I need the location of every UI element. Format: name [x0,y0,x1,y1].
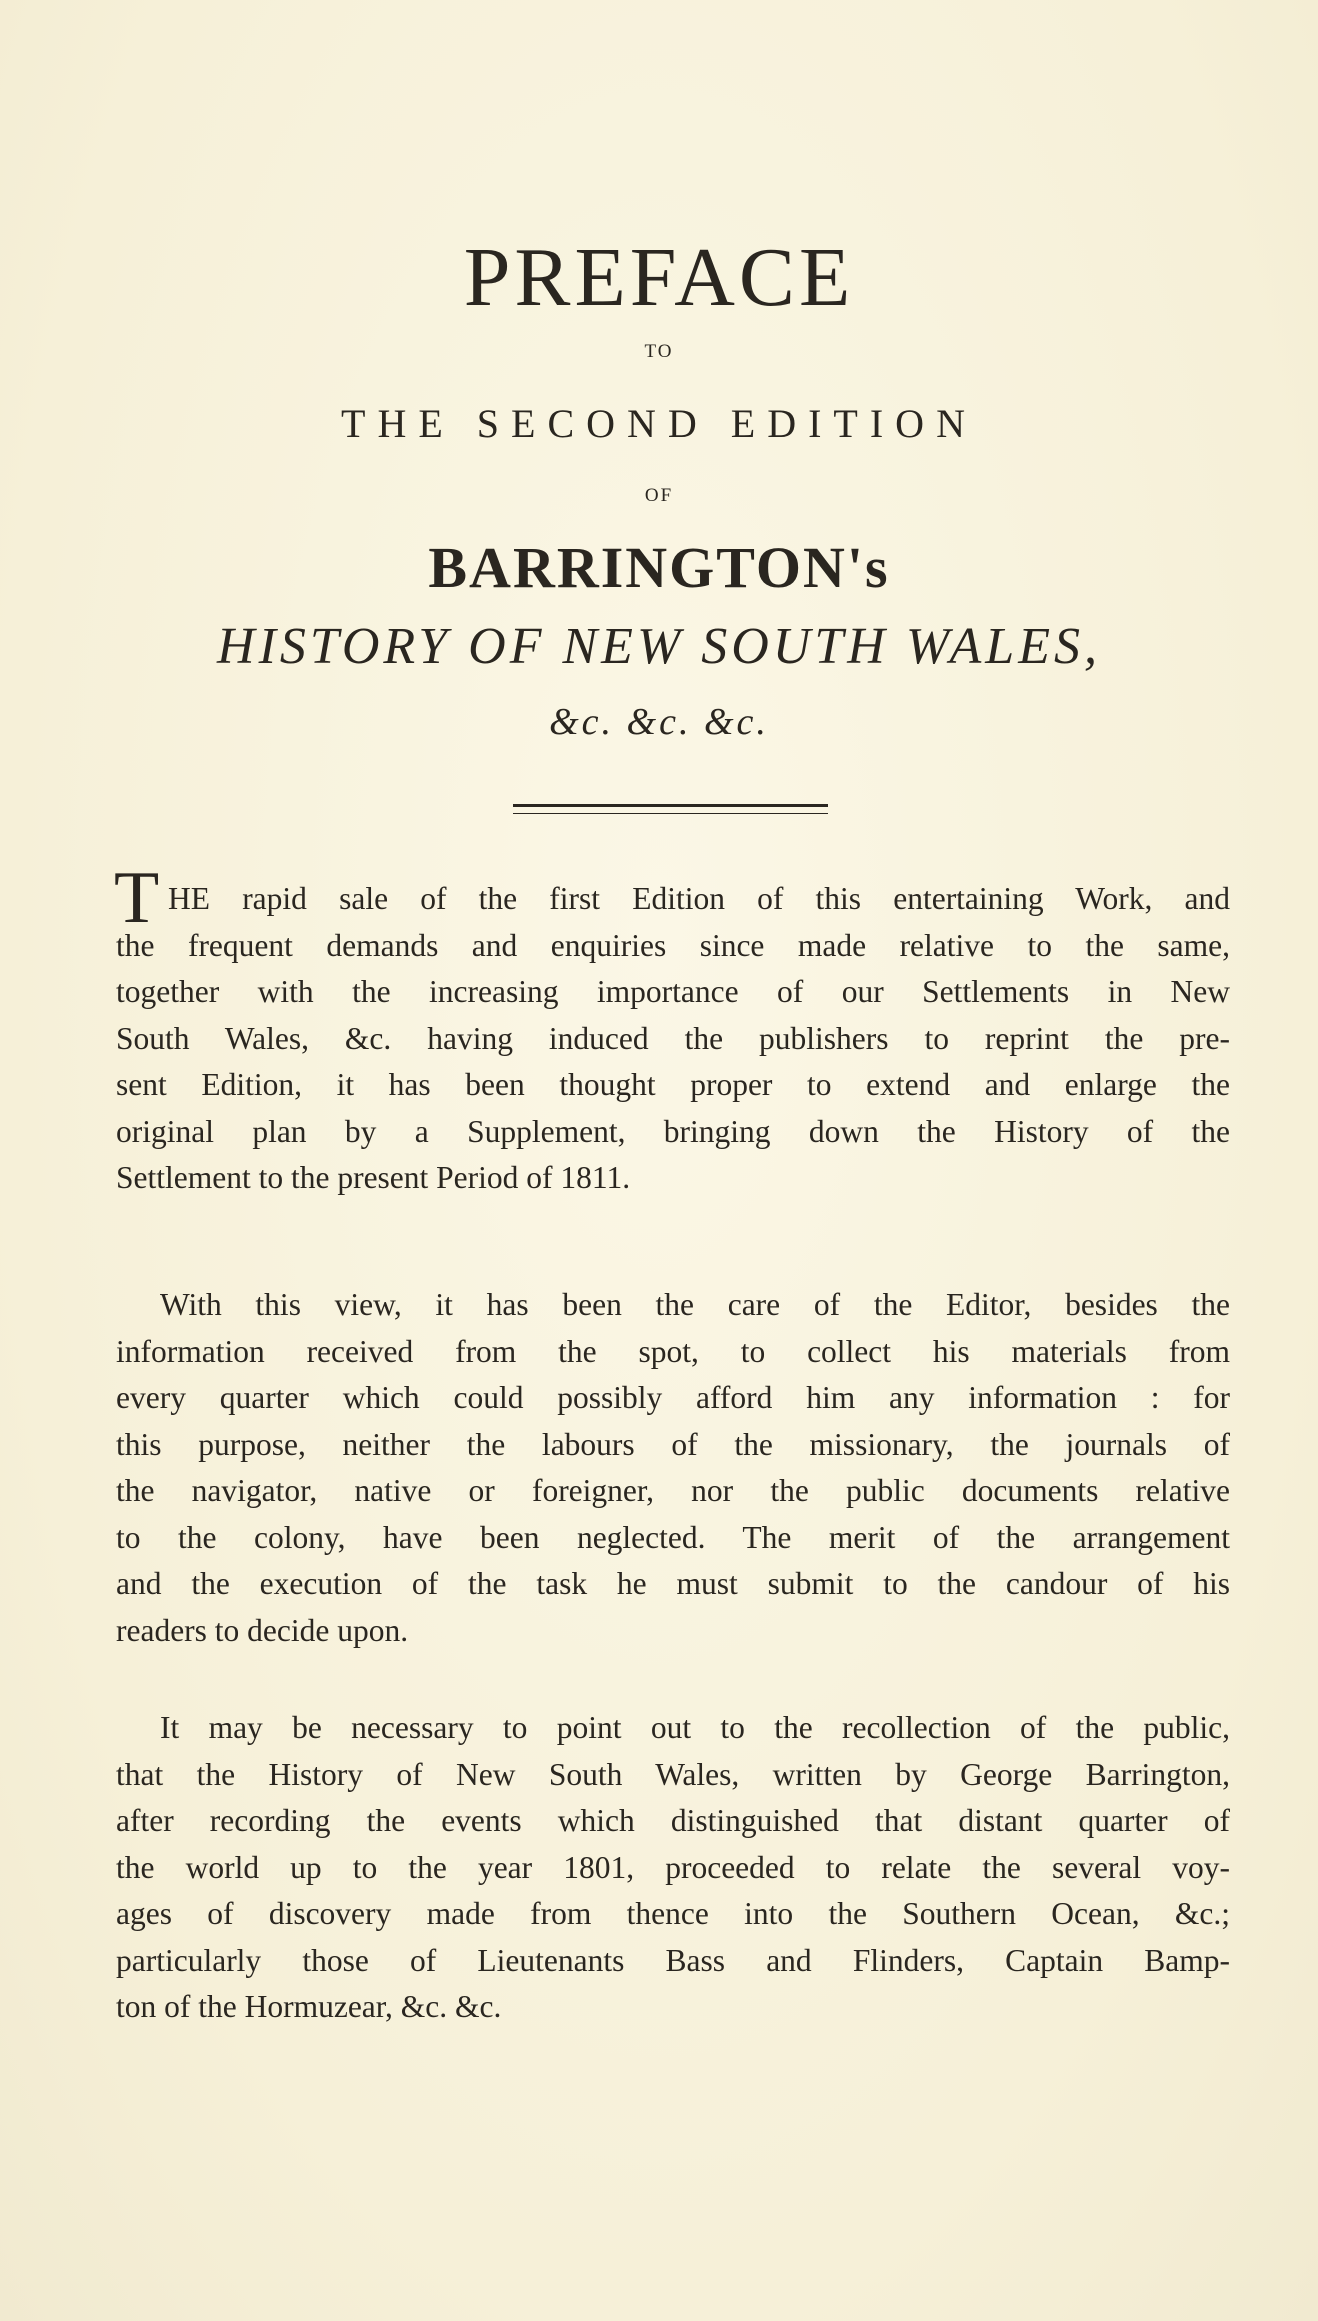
paragraph-line: every quarter which could possibly afford him any information : for [116,1380,1230,1415]
paragraph-line: Settlement to the present Period of 1811. [116,1160,631,1195]
paragraph-line: information received from the spot, to collect his materials from [116,1333,1230,1369]
paragraph-line: after recording the events which distinguished that distant quarter of [116,1803,1230,1838]
paragraph-line: sent Edition, it has been thought proper to extend and enlarge the [116,1067,1230,1102]
paragraph-line: this purpose, neither the labours of the missionary, the journals of [116,1426,1230,1462]
paragraph-line: South Wales, &c. having induced the publishers to reprint the pre- [116,1020,1230,1056]
paragraph-line: and the execution of the task he must submit to the candour of his [116,1566,1230,1601]
paragraph-line: readers to decide upon. [116,1612,409,1648]
title-rule-thick [513,804,828,807]
paragraph-1 [114,857,1231,1202]
paragraph-line: that the History of New South Wales, written by George Barrington, [116,1756,1230,1792]
paragraph-line: to the colony, have been neglected. The merit of the arrangement [116,1519,1230,1555]
title-rule-thin [513,813,828,814]
paragraph-line: together with the increasing importance of our Settlements in New [116,974,1230,1009]
paragraph-line: the world up to the year 1801, proceeded to relate the several voy- [116,1849,1230,1885]
work-title: HISTORY OF NEW SOUTH WALES, [217,618,1101,675]
subtitle-of: OF [644,485,674,506]
line-text: rapid sale of the first Edition of this entertaining Work, and [242,881,1231,916]
paragraph-3 [116,1705,1230,2031]
drop-cap: T [114,857,160,939]
subtitle-edition: THE SECOND EDITION [341,401,977,446]
paragraph-line: the navigator, native or foreigner, nor the public documents relative [116,1473,1230,1508]
author-title: BARRINGTON's [428,535,890,600]
paragraph-line: the frequent demands and enquiries since made relative to the same, [116,927,1230,963]
subtitle-to: TO [644,341,674,362]
paragraph-line: ton of the Hormuzear, &c. &c. [116,1989,502,2024]
page-title: PREFACE [463,231,855,324]
paragraph-line: ages of discovery made from thence into the Southern Ocean, &c.; [116,1896,1230,1931]
title-etc: &c. &c. &c. [549,701,769,743]
paragraph-2 [116,1282,1230,1654]
paragraph-line: It may be necessary to point out to the recollection of the public, [160,1710,1230,1745]
paragraph-line: particularly those of Lieutenants Bass and Flinders, Captain Bamp- [116,1942,1230,1978]
paragraph-line: original plan by a Supplement, bringing down the History of the [116,1113,1230,1149]
paragraph-line [114,857,1231,939]
drop-cap-rest: HE [168,881,210,916]
paragraph-line: With this view, it has been the care of the Editor, besides the [160,1287,1230,1322]
